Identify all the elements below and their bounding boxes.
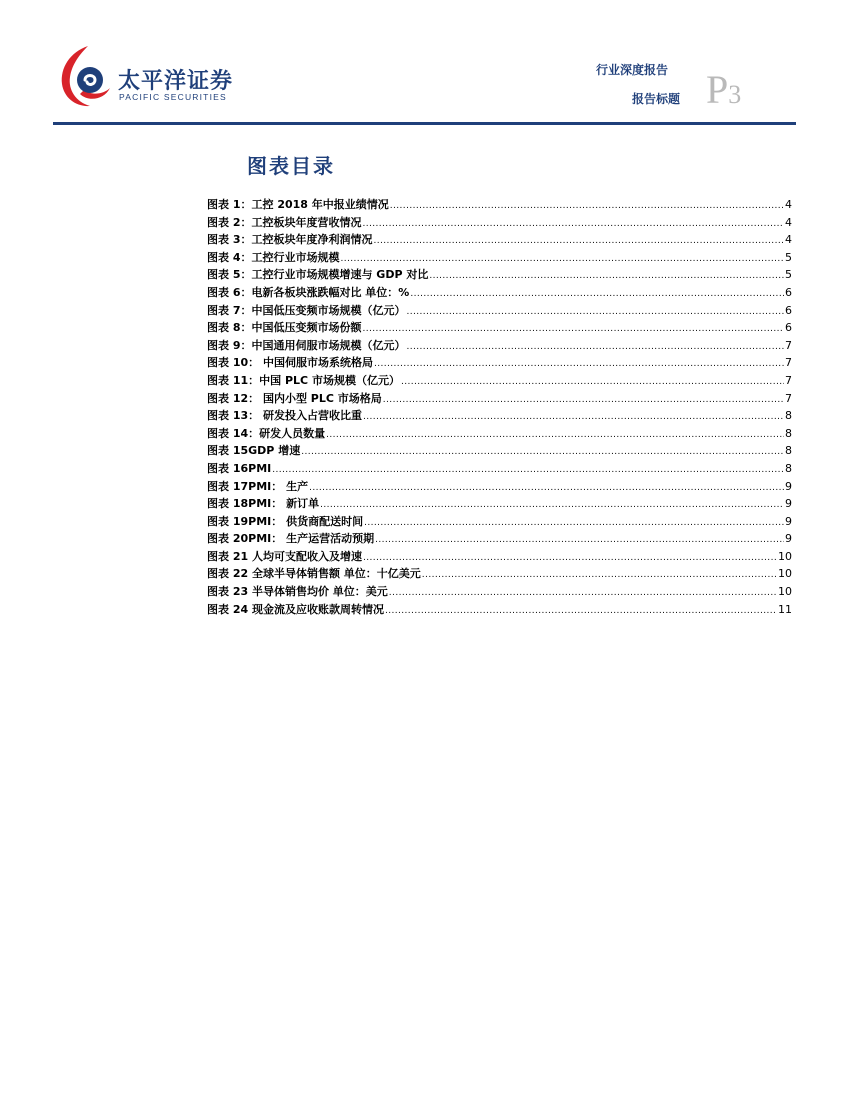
- toc-entry-label[interactable]: 图表 8：中国低压变频市场份额: [207, 321, 362, 335]
- toc-entry[interactable]: [207, 601, 792, 619]
- toc-entry-label[interactable]: 图表 22 全球半导体销售额 单位：十亿美元: [207, 567, 421, 581]
- toc-entry-label[interactable]: 图表 18PMI： 新订单: [207, 497, 320, 511]
- toc-entry-label[interactable]: 图表 20PMI： 生产运营活动预期: [207, 532, 375, 546]
- toc-entry[interactable]: [207, 495, 792, 513]
- toc-entry[interactable]: [207, 565, 792, 583]
- toc-entry-label[interactable]: 图表 5：工控行业市场规模增速与 GDP 对比: [207, 268, 429, 282]
- header-divider: [53, 122, 796, 125]
- toc-entry-page[interactable]: 8: [785, 461, 792, 475]
- toc-entry-label[interactable]: 图表 7：中国低压变频市场规模（亿元）: [207, 303, 406, 317]
- toc-entry[interactable]: [207, 425, 792, 443]
- toc-entry-page[interactable]: 8: [785, 444, 792, 458]
- toc-entry[interactable]: [207, 302, 792, 320]
- toc-entry-page[interactable]: 10: [778, 585, 792, 599]
- toc-entry-label[interactable]: 图表 12： 国内小型 PLC 市场格局: [207, 391, 382, 405]
- toc-entry[interactable]: [207, 442, 792, 460]
- toc-entry-label[interactable]: 图表 1：工控 2018 年中报业绩情况: [207, 198, 389, 211]
- toc-entry-page[interactable]: 7: [785, 338, 792, 352]
- toc-entry-page[interactable]: 7: [785, 391, 792, 405]
- toc-entry-label[interactable]: 图表 15GDP 增速: [207, 444, 301, 458]
- toc-entry[interactable]: [207, 196, 792, 214]
- toc-entry[interactable]: [207, 214, 792, 232]
- toc-entry[interactable]: [207, 284, 792, 302]
- toc-entry-label[interactable]: 图表 24 现金流及应收账款周转情况: [207, 602, 384, 616]
- toc-entry-label[interactable]: 图表 13： 研发投入占营收比重: [207, 409, 362, 423]
- company-name-en: PACIFIC SECURITIES: [119, 92, 227, 102]
- toc-entry-page[interactable]: 10: [778, 549, 792, 563]
- toc-entry-label[interactable]: 图表 3：工控板块年度净利润情况: [207, 233, 373, 247]
- toc-entry[interactable]: [207, 354, 792, 372]
- toc-entry-page[interactable]: 4: [785, 215, 792, 229]
- toc-entry[interactable]: [207, 266, 792, 284]
- toc-entry-label[interactable]: 图表 19PMI： 供货商配送时间: [207, 514, 364, 528]
- toc-entry-page[interactable]: 6: [785, 303, 792, 317]
- toc-entry-page[interactable]: 9: [785, 514, 792, 528]
- toc-entry-page[interactable]: 7: [785, 356, 792, 370]
- toc-entry-page[interactable]: 7: [785, 373, 792, 387]
- toc-entry-page[interactable]: 6: [785, 285, 792, 299]
- toc-entry-page[interactable]: 9: [785, 479, 792, 493]
- toc-entry[interactable]: [207, 249, 792, 267]
- toc-entry-page[interactable]: 8: [785, 426, 792, 440]
- toc-entry-label[interactable]: 图表 6：电新各板块涨跌幅对比 单位：%: [207, 285, 410, 299]
- toc-entry[interactable]: [207, 513, 792, 531]
- toc-entry[interactable]: [207, 530, 792, 548]
- toc-title: 图表目录: [247, 154, 335, 178]
- toc-entry-label[interactable]: 图表 21 人均可支配收入及增速: [207, 549, 362, 563]
- toc-entry-page[interactable]: 4: [785, 233, 792, 247]
- toc-entry[interactable]: [207, 583, 792, 601]
- toc-entry-page[interactable]: 5: [785, 268, 792, 282]
- toc-entry[interactable]: [207, 372, 792, 390]
- toc-entry-label[interactable]: 图表 9：中国通用伺服市场规模（亿元）: [207, 338, 406, 352]
- report-title: 报告标题: [632, 92, 681, 106]
- toc-entry[interactable]: [207, 460, 792, 478]
- toc-entry-page[interactable]: 4: [785, 198, 792, 211]
- pacific-securities-logo-icon: [58, 44, 112, 108]
- toc-entry-label[interactable]: 图表 2：工控板块年度营收情况: [207, 215, 362, 229]
- toc-entry[interactable]: [207, 337, 792, 355]
- toc-entry-page[interactable]: 8: [785, 409, 792, 423]
- toc-entry-label[interactable]: 图表 23 半导体销售均价 单位：美元: [207, 585, 388, 599]
- toc-entry[interactable]: [207, 231, 792, 249]
- company-name-cn: 太平洋证券: [118, 69, 234, 94]
- toc-entry-page[interactable]: 6: [785, 321, 792, 335]
- toc-dot-leader: [385, 601, 777, 621]
- toc-entry-label[interactable]: 图表 11：中国 PLC 市场规模（亿元）: [207, 373, 400, 387]
- report-type: 行业深度报告: [596, 63, 669, 77]
- toc-entry-label[interactable]: 图表 16PMI: [207, 461, 272, 475]
- toc-entry[interactable]: [207, 478, 792, 496]
- toc-entry-label[interactable]: 图表 17PMI： 生产: [207, 479, 309, 493]
- company-logo: [58, 44, 258, 114]
- toc-entry-label[interactable]: 图表 4：工控行业市场规模: [207, 250, 340, 264]
- toc-entry[interactable]: [207, 319, 792, 337]
- toc-entry-label[interactable]: 图表 10： 中国伺服市场系统格局: [207, 356, 373, 370]
- toc-entry[interactable]: [207, 407, 792, 425]
- toc-entry[interactable]: [207, 390, 792, 408]
- page-prefix: P: [706, 67, 729, 112]
- page-number: [706, 67, 742, 112]
- toc-entry-page[interactable]: 11: [778, 602, 792, 616]
- page-number-value: 3: [728, 80, 742, 109]
- toc-entry-page[interactable]: 5: [785, 250, 792, 264]
- toc-entry-page[interactable]: 10: [778, 567, 792, 581]
- toc-entry-page[interactable]: 9: [785, 497, 792, 511]
- toc-list: [207, 196, 792, 618]
- toc-entry-page[interactable]: 9: [785, 532, 792, 546]
- toc-entry-label[interactable]: 图表 14：研发人员数量: [207, 426, 326, 440]
- toc-entry[interactable]: [207, 548, 792, 566]
